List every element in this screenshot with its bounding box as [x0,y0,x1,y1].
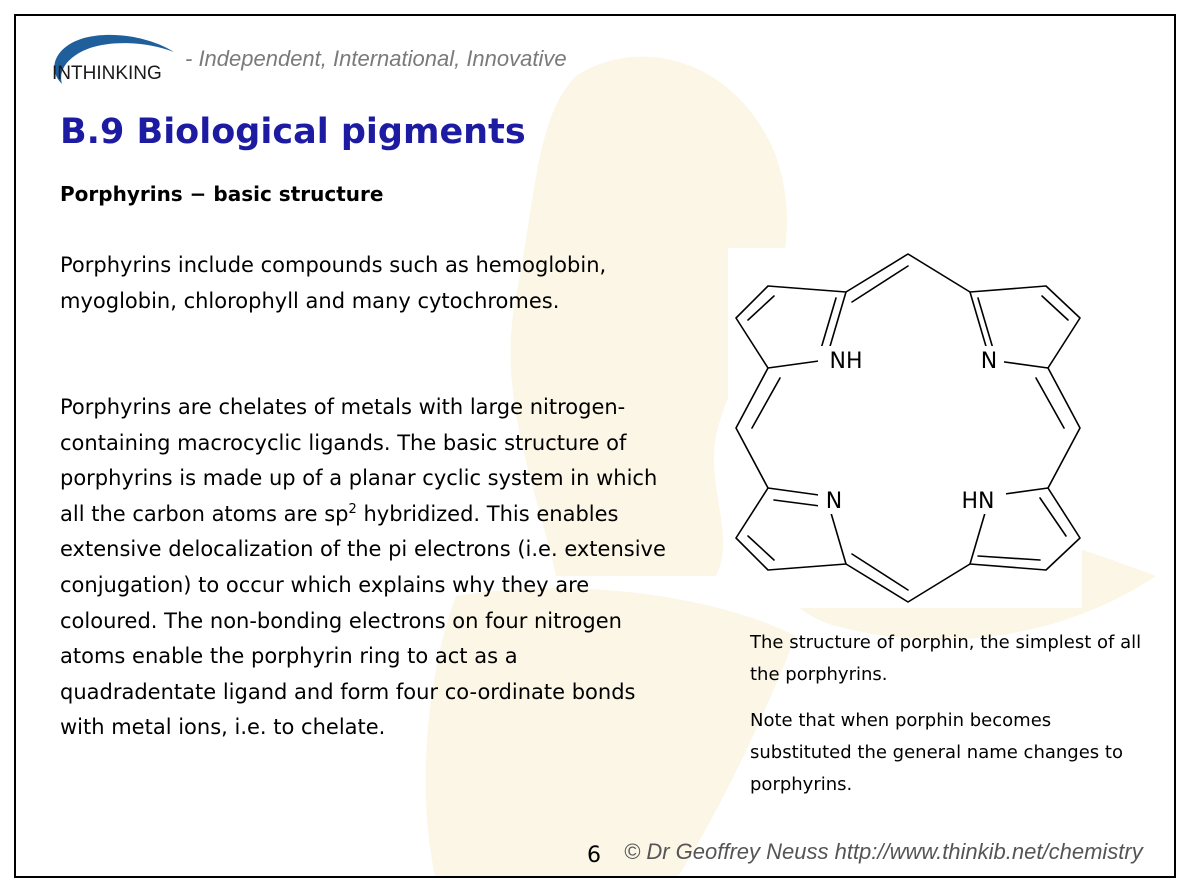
hn-bottom-right-label: HN [961,489,995,514]
logo-text: INTHINKING [52,63,162,84]
substitution-note: Note that when porphin becomes substituted the general name changes to porphyrins. [750,710,1123,795]
structure-caption: The structure of porphin, the simplest of all the porphyrins. [750,632,1142,685]
tagline: - Independent, International, Innovative [185,46,567,71]
explanation-text-2: hybridized. This enables extensive delocalization of the pi electrons (i.e. extensive conjugation) to occur which explains why they are coloured. The non-bonding electrons on four nitrogen atoms enable the porphyrin ring to act as a quadradentate ligand and form four co-ordinate bonds with metal ions, i.e. to chelate. [60,501,666,740]
footer-credit: © Dr Geoffrey Neuss http://www.thinkib.net/chemistry [624,839,1143,864]
page-number: 6 [587,843,601,868]
n-top-right-label: N [980,349,998,374]
nh-top-left-label: NH [829,349,863,374]
explanation-text-1: Porphyrins are chelates of metals with large nitrogen-containing macrocyclic ligands. The basic structure of porphyrins is made up of a planar cyclic system in which all the carbon atoms are sp [60,395,658,526]
slide [14,14,1176,878]
porphin-structure-diagram [728,248,1082,608]
section-subtitle: Porphyrins − basic structure [60,182,384,206]
page-title: B.9 Biological pigments [60,112,526,152]
explanation-paragraph [60,390,680,746]
superscript-2: 2 [348,501,357,517]
intro-paragraph: Porphyrins include compounds such as hemoglobin, myoglobin, chlorophyll and many cytochromes. [60,253,607,313]
n-bottom-left-label: N [825,489,843,514]
inthinking-logo [32,26,192,86]
